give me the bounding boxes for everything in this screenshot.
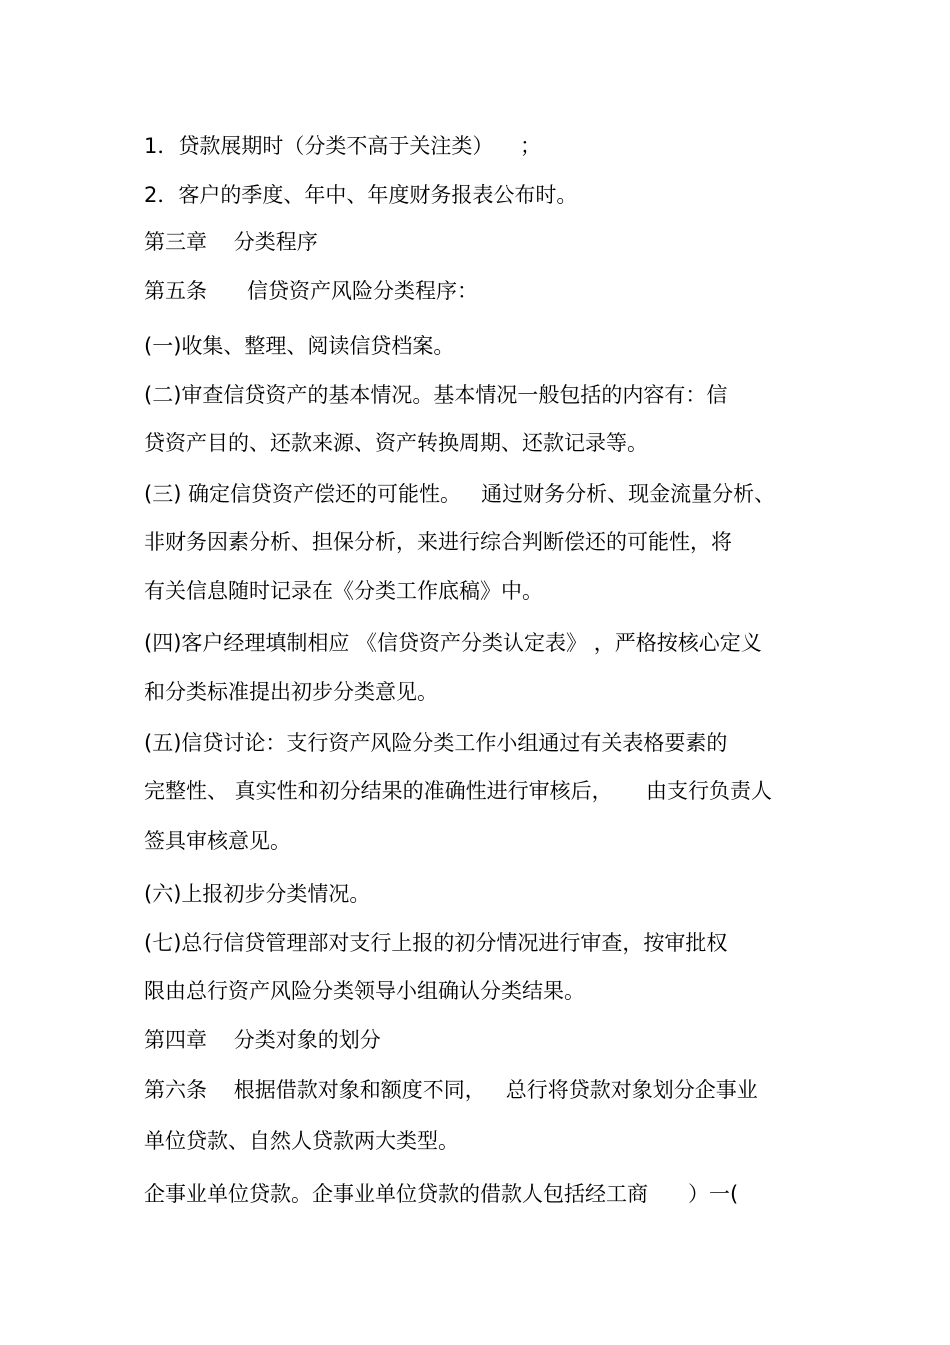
text-line: 单位贷款、自然人贷款两大类型。 bbox=[144, 1129, 459, 1153]
text-line: (四)客户经理填制相应 《信贷资产分类认定表》 ，严格按核心定义 bbox=[144, 631, 762, 655]
text-line: (六)上报初步分类情况。 bbox=[144, 882, 371, 906]
text-line: (二)审查信贷资产的基本情况。基本情况一般包括的内容有：信 bbox=[144, 383, 728, 407]
text-line: 有关信息随时记录在《分类工作底稿》中。 bbox=[144, 579, 543, 603]
article-heading: 第五条 信贷资产风险分类程序： bbox=[144, 279, 479, 303]
text-line: 2．客户的季度、年中、年度财务报表公布时。 bbox=[144, 183, 578, 207]
text-line: 完整性、 真实性和初分结果的准确性进行审核后， 由支行负责人 bbox=[144, 779, 773, 803]
text-line: 贷资产目的、还款来源、资产转换周期、还款记录等。 bbox=[144, 431, 648, 455]
article-heading: 第六条 根据借款对象和额度不同， 总行将贷款对象划分企事业 bbox=[144, 1078, 758, 1102]
chapter-heading: 第四章 分类对象的划分 bbox=[144, 1028, 381, 1052]
text-line: 1．贷款展期时（分类不高于关注类） ； bbox=[144, 134, 542, 158]
text-line: 和分类标准提出初步分类意见。 bbox=[144, 680, 438, 704]
text-line: 签具审核意见。 bbox=[144, 829, 291, 853]
text-line: 非财务因素分析、担保分析，来进行综合判断偿还的可能性，将 bbox=[144, 530, 732, 554]
chapter-heading: 第三章 分类程序 bbox=[144, 230, 318, 254]
text-line: (一)收集、整理、阅读信贷档案。 bbox=[144, 334, 455, 358]
text-line: 企事业单位贷款。企事业单位贷款的借款人包括经工商 ）一( bbox=[144, 1182, 739, 1206]
text-line: 限由总行资产风险分类领导小组确认分类结果。 bbox=[144, 979, 585, 1003]
text-line: (七)总行信贷管理部对支行上报的初分情况进行审查，按审批权 bbox=[144, 931, 728, 955]
text-line: (五)信贷讨论：支行资产风险分类工作小组通过有关表格要素的 bbox=[144, 731, 728, 755]
text-line: (三) 确定信贷资产偿还的可能性。 通过财务分析、现金流量分析、 bbox=[144, 482, 776, 506]
